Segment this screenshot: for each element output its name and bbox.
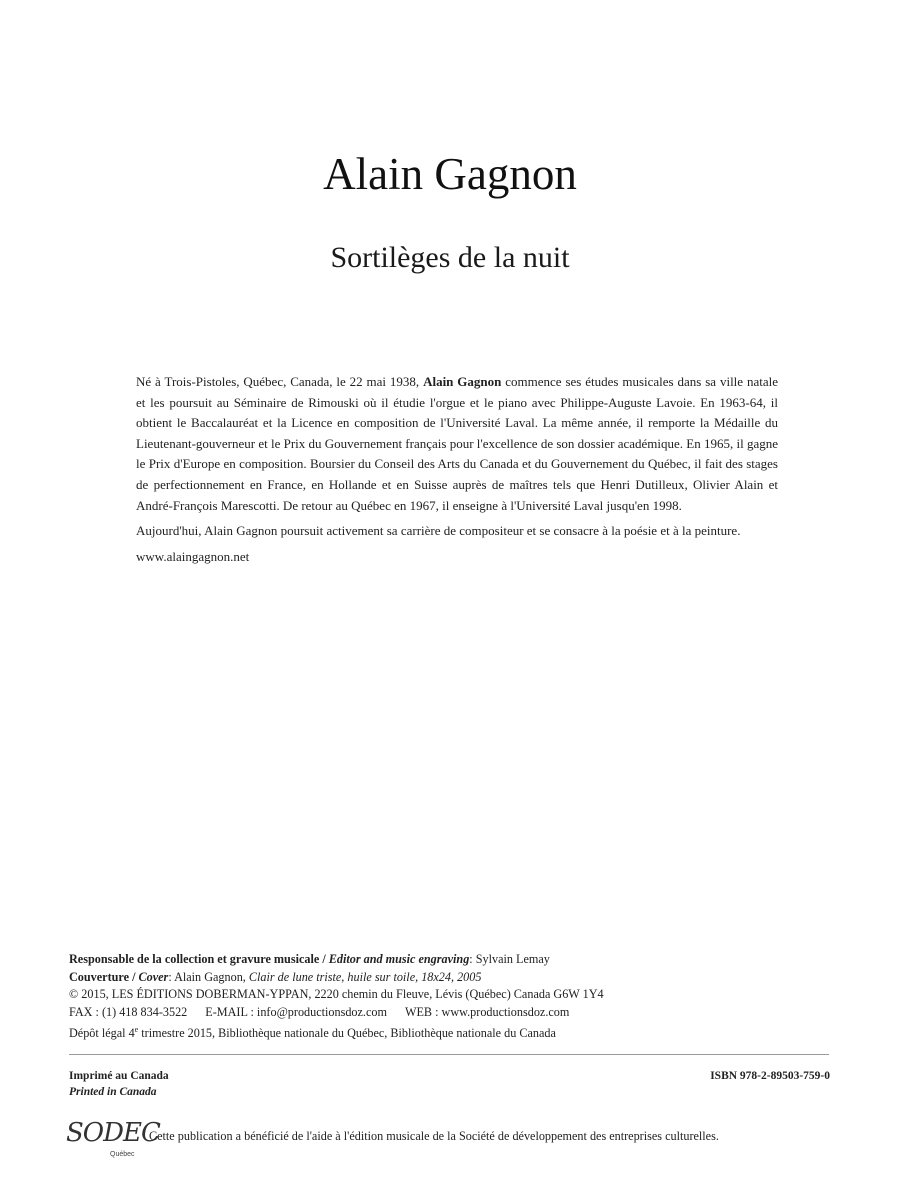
sodec-logo-mark: SODEC xyxy=(66,1118,160,1148)
sodec-logo xyxy=(66,1118,160,1162)
copyright-line: © 2015, LES ÉDITIONS DOBERMAN-YPPAN, 2220 chemin du Fleuve, Lévis (Québec) Canada G6W 1Y4 xyxy=(69,987,604,1002)
editor-credit: Responsable de la collection et gravure musicale / Editor and music engraving: Sylvain Lemay xyxy=(69,952,550,966)
publisher-website[interactable]: WEB : www.productionsdoz.com xyxy=(404,1004,570,1019)
footer-divider xyxy=(69,1054,829,1055)
legal-deposit-line: Dépôt légal 4e trimestre 2015, Bibliothèque nationale du Québec, Bibliothèque nationale du Canada xyxy=(69,1025,556,1041)
biography-author-name: Alain Gagnon xyxy=(423,374,502,389)
printed-in xyxy=(69,1068,169,1100)
fax-number: FAX : (1) 418 834-3522 xyxy=(69,1004,188,1019)
isbn: ISBN 978-2-89503-759-0 xyxy=(710,1070,830,1082)
contact-line xyxy=(69,1004,839,1022)
biography-paragraph-2: Aujourd'hui, Alain Gagnon poursuit activement sa carrière de compositeur et se consacre à la poésie et à la peinture. xyxy=(136,523,741,539)
email-address[interactable]: E-MAIL : info@productionsdoz.com xyxy=(205,1004,387,1019)
sodec-logo-subtitle: Québec xyxy=(110,1151,135,1158)
biography xyxy=(136,372,778,572)
biography-paragraph-1: Né à Trois-Pistoles, Québec, Canada, le 22 mai 1938, Alain Gagnon commence ses études musicales dans sa ville natale et les poursuit au Séminaire de Rimouski où il étudie l'orgue et le piano avec Philippe-Auguste Lavoie. En 1963-64, il obtient le Baccalauréat et la Licence en composition de l'Université Laval. La même année, il remporte la Médaille du Lieutenant-gouverneur et le Prix du Gouvernement français pour l'excellence de son dossier académique. En 1965, il gagne le Prix d'Europe en composition. Boursier du Conseil des Arts du Canada et du Gouvernement du Québec, il fait des stages de perfectionnement en France, en Hollande et en Suisse auprès de maîtres tels que Henri Dutilleux, Olivier Alain et André-François Marescotti. De retour au Québec en 1967, il enseigne à l'Université Laval jusqu'en 1998. xyxy=(136,374,779,513)
printed-in-french: Imprimé au Canada xyxy=(69,1070,169,1082)
author-website-link[interactable]: www.alaingagnon.net xyxy=(136,548,250,564)
printed-in-english: Printed in Canada xyxy=(69,1086,157,1098)
publication-credits xyxy=(69,951,839,1043)
author-name: Alain Gagnon xyxy=(323,149,577,199)
grant-acknowledgement: Cette publication a bénéficié de l'aide à l'édition musicale de la Société de développement des entreprises culturelles. xyxy=(149,1129,719,1143)
cover-credit: Couverture / Cover: Alain Gagnon, Clair de lune triste, huile sur toile, 18x24, 2005 xyxy=(69,969,482,984)
work-title: Sortilèges de la nuit xyxy=(330,241,570,274)
